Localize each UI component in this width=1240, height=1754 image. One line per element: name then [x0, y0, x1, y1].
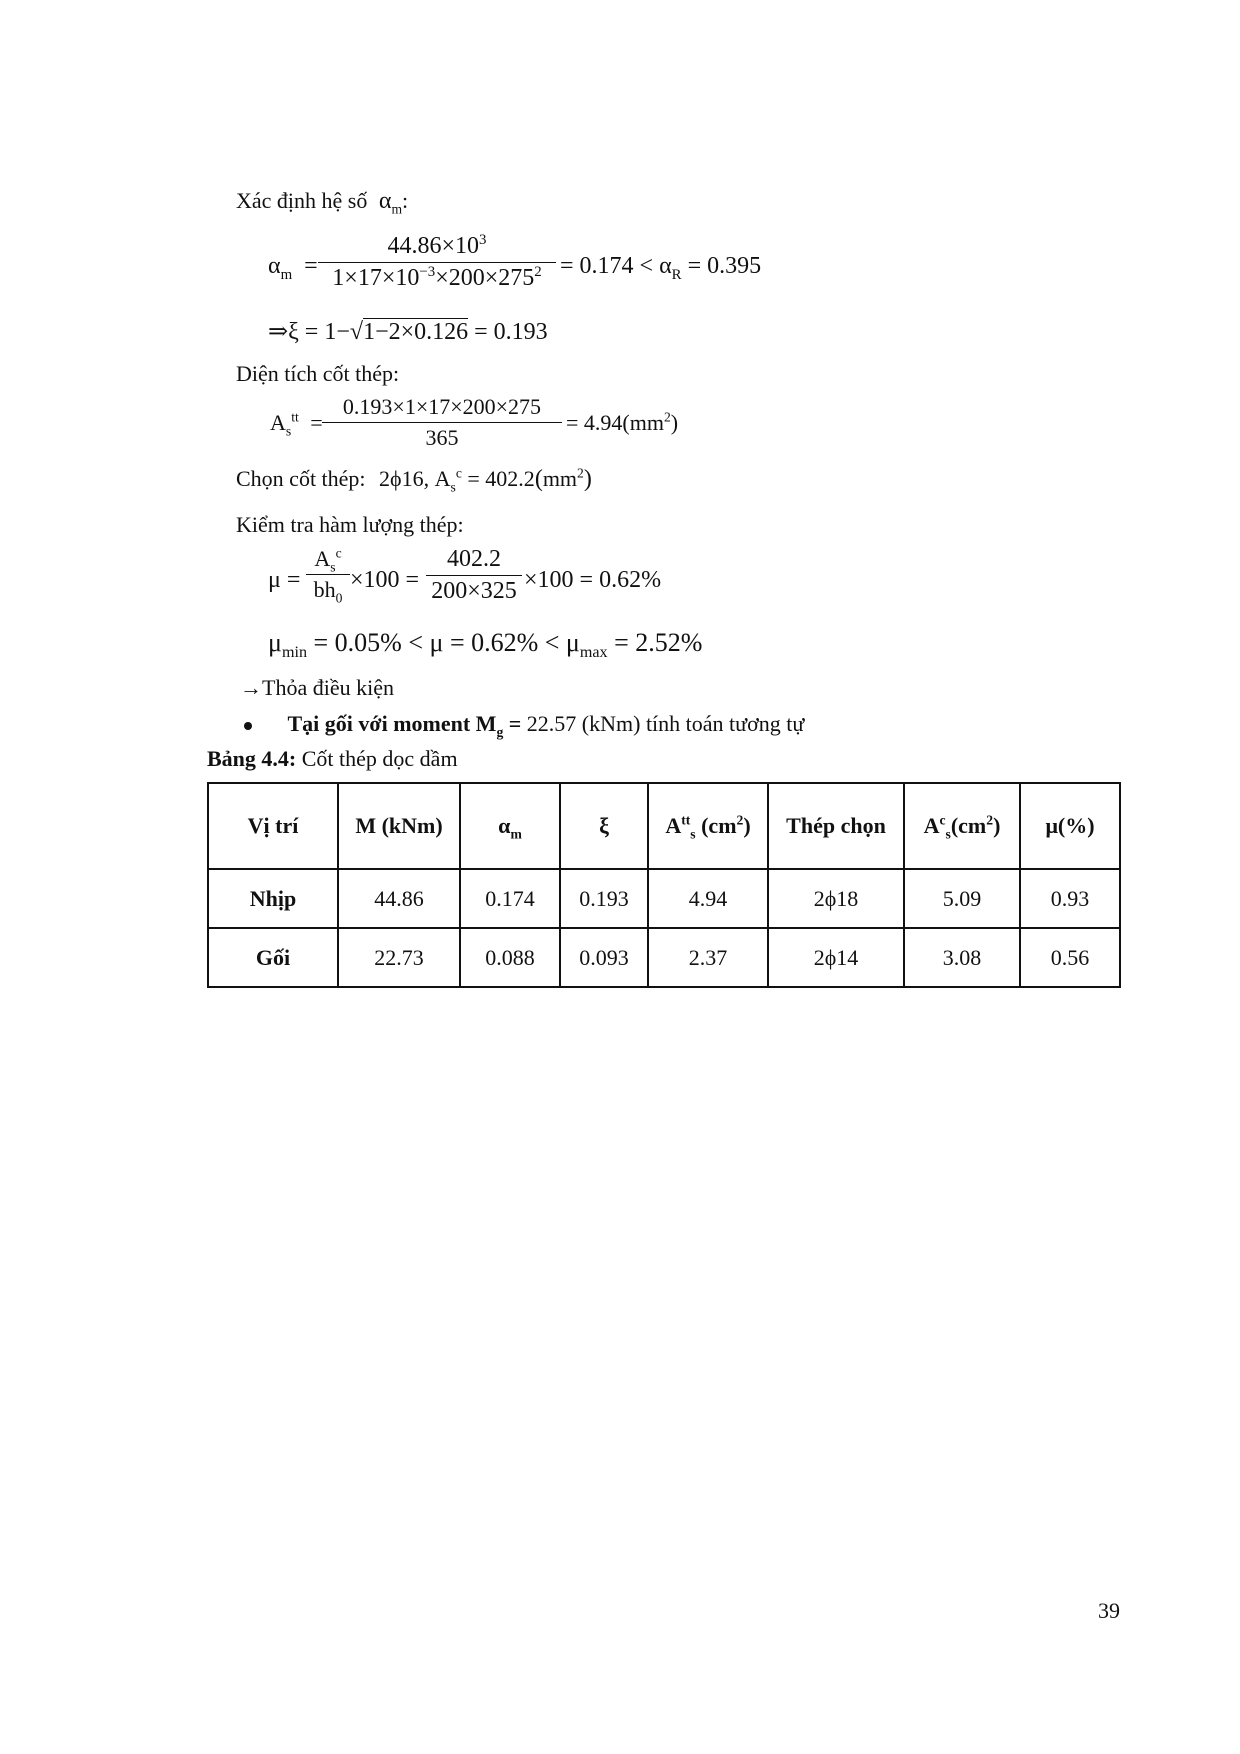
header-mu: μ(%)	[1020, 783, 1120, 869]
table-cell: 0.088	[460, 928, 560, 987]
mu-times-1: ×100 =	[350, 567, 420, 593]
header-area-tt: $A^{tt}_s$ $(cm^2)$	[648, 783, 768, 869]
table-cell: 4.94	[648, 869, 768, 928]
mu-fraction-1: $A_s^c$ $bh_0$	[306, 546, 350, 603]
xi-equation: ⇒ξ = 1−√1−2×0.126 = 0.193	[268, 319, 548, 345]
header-moment: M (kNm)	[338, 783, 460, 869]
table-cell: 3.08	[904, 928, 1020, 987]
area-result: = $4.94(mm^2)$	[566, 409, 679, 435]
support-bullet: Tại gối với moment $M_g = 22.57$ (kNm) tính toán tương tự	[244, 711, 804, 737]
header-area-c: $A^c_s(cm^2)$	[904, 783, 1020, 869]
check-label: Kiểm tra hàm lượng thép:	[236, 512, 464, 537]
table-cell: 44.86	[338, 869, 460, 928]
steel-table	[207, 782, 1121, 988]
table-cell: 0.193	[560, 869, 648, 928]
header-alpha: $\alpha_m$	[460, 783, 560, 869]
area-fraction: 0.193×1×17×200×275 365	[322, 394, 562, 451]
table-cell: 2.37	[648, 928, 768, 987]
header-xi: ξ	[560, 783, 648, 869]
mu-lhs: μ =	[268, 567, 301, 593]
mu-times-2: ×100 = 0.62%	[524, 567, 662, 593]
table-cell: 22.73	[338, 928, 460, 987]
alpha-eq-lhs: $\alpha_m$ =	[268, 253, 318, 283]
conclusion: →Thỏa điều kiện	[240, 675, 394, 700]
alpha-fraction: $44.86\times 10^3$ $1\times 17\times 10^{-3}\times 200\times 275^2$	[318, 233, 556, 292]
table-cell: 2ϕ18	[768, 869, 904, 928]
bullet-icon	[244, 722, 252, 730]
table-cell: 0.93	[1020, 869, 1120, 928]
table-cell: 0.56	[1020, 928, 1120, 987]
header-steel-chosen: Thép chọn	[768, 783, 904, 869]
mu-fraction-2: 402.2 200×325	[426, 546, 522, 605]
table-cell: Nhịp	[208, 869, 338, 928]
choose-steel-line: Chọn cốt thép: 2ϕ16, $A_s^c = 402.2(mm^2)$	[236, 465, 592, 495]
alpha-label: Xác định hệ số $\alpha_m$:	[236, 188, 409, 217]
header-position: Vị trí	[208, 783, 338, 869]
alpha-eq-rhs: = $0.174 < \alpha_R = 0.395$	[560, 253, 762, 283]
area-label: Diện tích cốt thép:	[236, 361, 400, 386]
table-cell: 5.09	[904, 869, 1020, 928]
table-header-row	[208, 783, 1120, 869]
table-caption: Bảng 4.4: Cốt thép dọc dầm	[207, 746, 458, 771]
table-row	[208, 928, 1120, 987]
table-cell: Gối	[208, 928, 338, 987]
table-cell: 0.093	[560, 928, 648, 987]
page-number: 39	[1098, 1598, 1120, 1623]
table-cell: 2ϕ14	[768, 928, 904, 987]
table-cell: 0.174	[460, 869, 560, 928]
table-row	[208, 869, 1120, 928]
area-lhs: $A_s^{tt}$ =	[270, 409, 323, 439]
mu-range: $\mu_{min} = 0.05\% < \mu = 0.62\% < \mu_{max} = 2.52\%$	[268, 628, 703, 662]
